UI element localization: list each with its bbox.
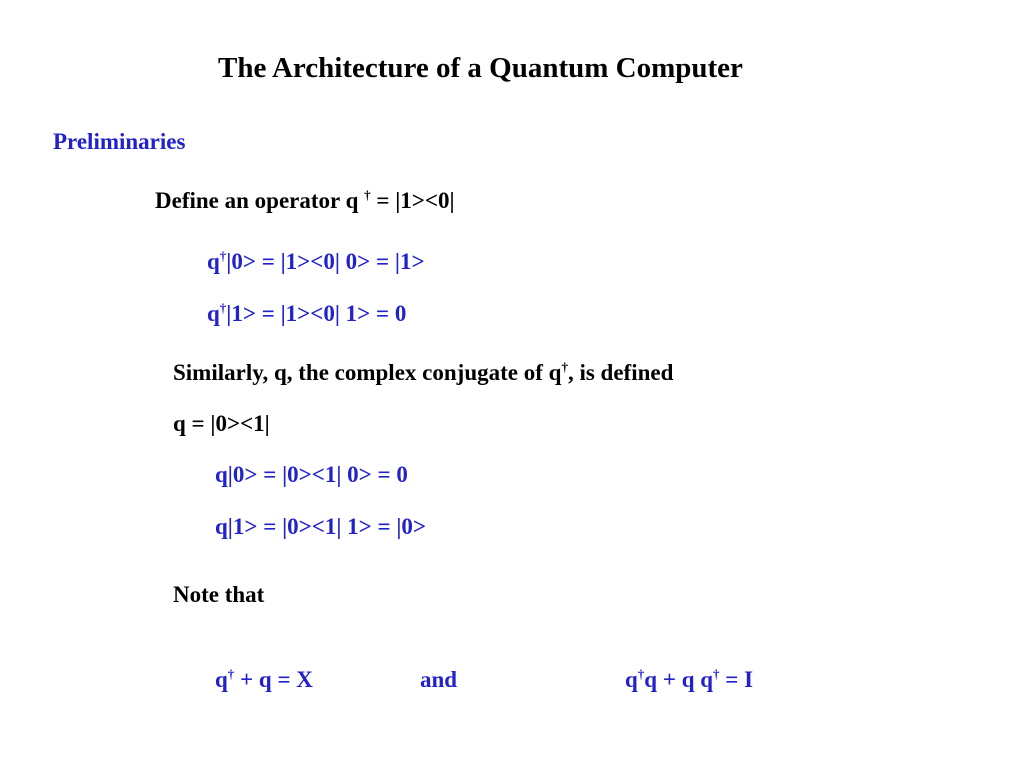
similarly-rest: , is defined [567,360,674,385]
qdag-equation-1 [207,249,425,275]
dagger-symbol: † [219,300,227,316]
dagger-symbol: † [637,666,645,682]
q-definition: q = |0><1| [173,411,270,436]
note-label: Note that [173,582,265,607]
qdag-equation-2 [207,301,406,327]
final-left-rest: + q = X [234,667,313,692]
final-right-q: q [625,667,638,692]
qdag-equation-1-q: q [207,249,220,274]
final-and-connector: and [420,667,458,692]
qdag-equation-2-rest: |1> = |1><0| 1> = 0 [226,301,407,326]
similarly-prefix: Similarly, q, the complex conjugate of q [173,360,562,385]
final-equation-left [215,667,313,693]
similarly-statement [173,360,673,386]
final-left-q: q [215,667,228,692]
qdag-equation-2-q: q [207,301,220,326]
operator-definition-rest: = |1><0| [370,188,455,213]
dagger-symbol: † [713,666,720,682]
q-equation-2: q|1> = |0><1| 1> = |0> [215,514,427,539]
section-heading: Preliminaries [53,129,186,154]
dagger-symbol: † [227,666,235,682]
final-right-mid: q + q q [644,667,714,692]
qdag-equation-1-rest: |0> = |1><0| 0> = |1> [226,249,425,274]
dagger-symbol: † [219,248,227,264]
final-right-rest: = I [719,667,754,692]
operator-definition-prefix: Define an operator q [155,188,365,213]
page-title: The Architecture of a Quantum Computer [218,52,743,84]
dagger-symbol: † [561,359,568,375]
operator-definition [155,188,455,214]
final-equation-right [625,667,753,693]
dagger-symbol: † [364,187,371,203]
q-equation-1: q|0> = |0><1| 0> = 0 [215,462,408,487]
